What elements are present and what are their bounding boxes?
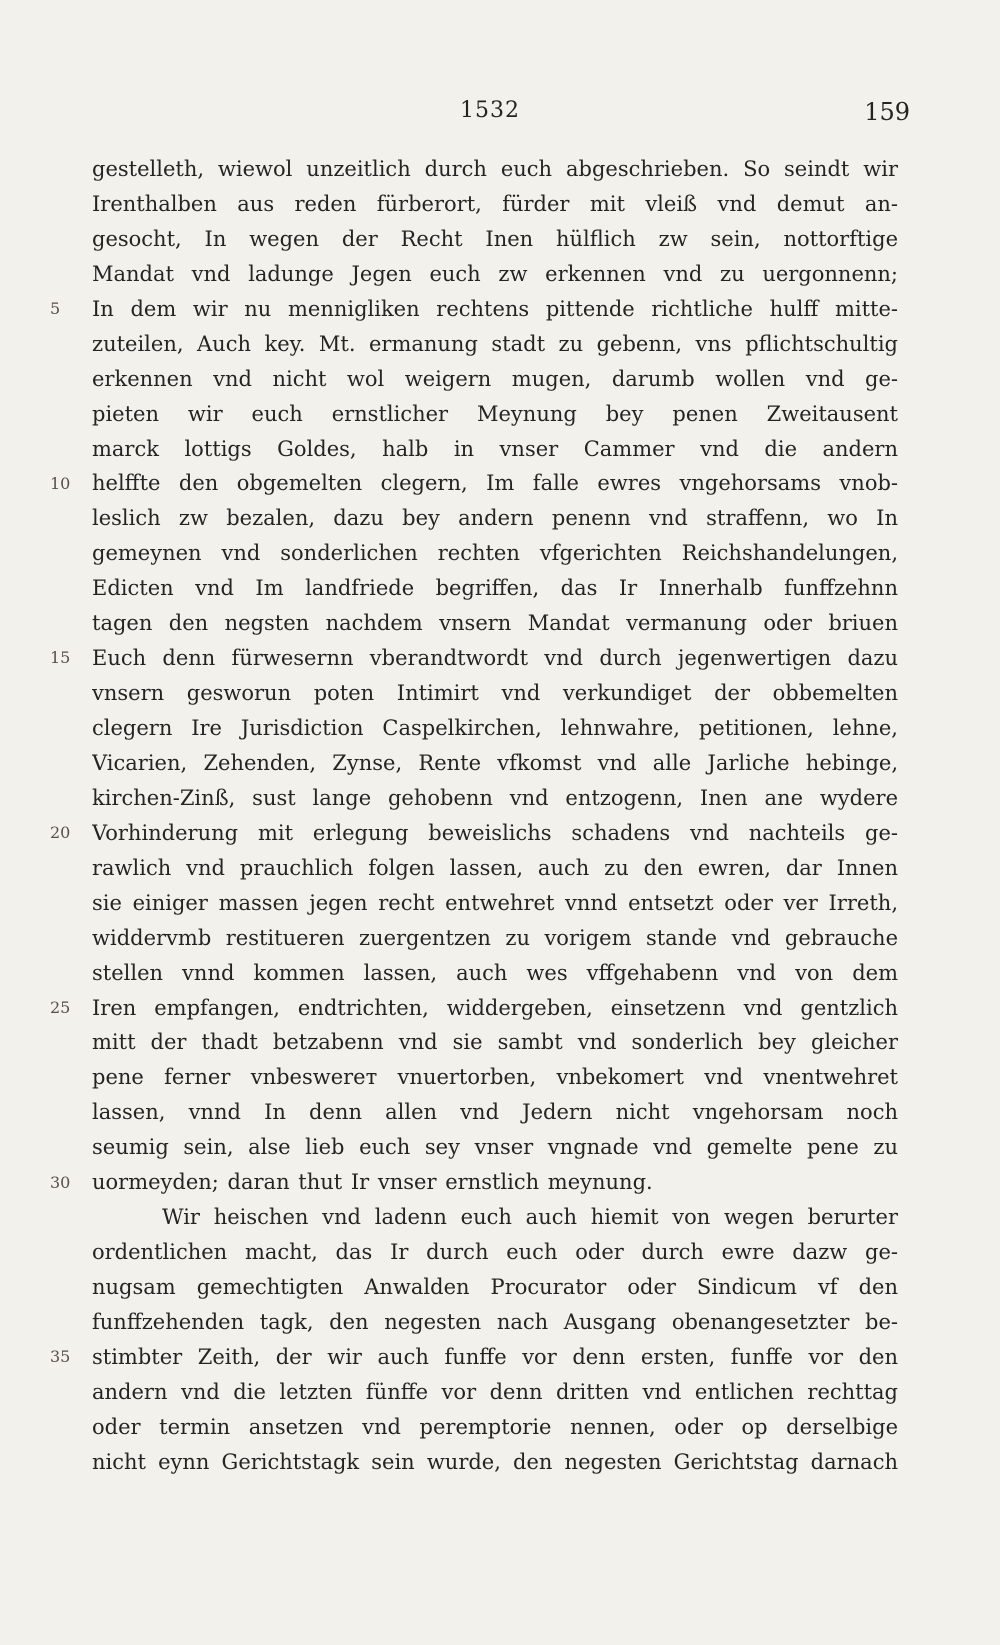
text-line: Mandat vnd ladunge Jegen euch zw erkennen vnd zu uergonnenn; bbox=[92, 261, 898, 286]
text-line: nugsam gemechtigten Anwalden Procurator oder Sindicum vf den bbox=[92, 1275, 898, 1299]
text-line: pene ferner vnbeswerет vnuertorben, vnbekomert vnd vnentwehret bbox=[92, 1065, 898, 1090]
text-line: ordentlichen macht, das Ir durch euch oder durch ewre dazw ge- bbox=[92, 1240, 898, 1265]
text-line: stimbter Zeith, der wir auch funffe vor denn ersten, funffe vor den bbox=[92, 1344, 898, 1369]
body-text bbox=[92, 152, 898, 1480]
text-line: gemeynen vnd sonderlichen rechten vfgerichten Reichshandelungen, bbox=[92, 541, 898, 566]
line-number: 5 bbox=[50, 298, 61, 318]
text-line: Iren empfangen, endtrichten, widdergeben, einsetzenn vnd gentzlich bbox=[92, 995, 898, 1020]
text-line: vnsern gesworun poten Intimirt vnd verkundiget der obbemelten bbox=[92, 681, 898, 706]
text-line: stellen vnnd kommen lassen, auch wes vffgehabenn vnd von dem bbox=[92, 960, 898, 985]
text-line: helffte den obgemelten clegern, Im falle ewres vngehorsams vnob- bbox=[92, 471, 898, 496]
page-number: 159 bbox=[864, 98, 910, 126]
text-line: In dem wir nu mennigliken rechtens pittende richtliche hulff mitte- bbox=[92, 296, 898, 321]
text-line: kirchen-Zinß, sust lange gehobenn vnd entzogenn, Inen ane wydere bbox=[92, 785, 898, 810]
text-line: sie einiger massen jegen recht entwehret vnnd entsetzt oder ver Irreth, bbox=[92, 890, 898, 915]
text-line: oder termin ansetzen vnd peremptorie nennen, oder op derselbige bbox=[92, 1414, 898, 1439]
text-line: pieten wir euch ernstlicher Meynung bey penen Zweitausent bbox=[92, 401, 898, 426]
text-line: erkennen vnd nicht wol weigern mugen, darumb wollen vnd ge- bbox=[92, 366, 898, 391]
text-line: Vorhinderung mit erlegung beweislichs schadens vnd nachteils ge- bbox=[92, 820, 898, 845]
text-line: zuteilen, Auch key. Mt. ermanung stadt zu gebenn, vns pflichtschultig bbox=[92, 331, 898, 356]
line-number: 30 bbox=[50, 1172, 71, 1192]
text-line: marck lottigs Goldes, halb in vnser Cammer vnd die andern bbox=[92, 436, 898, 461]
text-line: Wir heischen vnd ladenn euch auch hiemit von wegen berurter bbox=[162, 1205, 898, 1230]
text-line: leslich zw bezalen, dazu bey andern penenn vnd straffenn, wo In bbox=[92, 506, 898, 531]
text-line: gesocht, In wegen der Recht Inen hülflich zw sein, nottorftige bbox=[92, 226, 898, 251]
text-line: mitt der thadt betzabenn vnd sie sambt vnd sonderlich bey gleicher bbox=[92, 1030, 898, 1055]
text-line: lassen, vnnd In denn allen vnd Jedern nicht vngehorsam noch bbox=[92, 1100, 898, 1125]
text-line: uormeyden; daran thut Ir vnser ernstlich meynung. bbox=[92, 1170, 653, 1195]
text-line: funffzehenden tagk, den negesten nach Ausgang obenangesetzter be- bbox=[92, 1309, 898, 1334]
text-line: rawlich vnd prauchlich folgen lassen, auch zu den ewren, dar Innen bbox=[92, 855, 898, 880]
line-number: 10 bbox=[50, 473, 71, 493]
line-number: 35 bbox=[50, 1347, 71, 1367]
text-line: clegern Ire Jurisdiction Caspelkirchen, lehnwahre, petitionen, lehne, bbox=[92, 716, 898, 740]
text-line: gestelleth, wiewol unzeitlich durch euch abgeschrieben. So seindt wir bbox=[92, 157, 898, 181]
line-number: 15 bbox=[50, 648, 71, 668]
line-number: 20 bbox=[50, 823, 71, 843]
text-line: andern vnd die letzten fünffe vor denn dritten vnd entlichen rechttag bbox=[92, 1379, 898, 1404]
text-line: widdervmb restitueren zuergentzen zu vorigem stande vnd gebrauche bbox=[92, 925, 898, 950]
text-line: seumig sein, alse lieb euch sey vnser vngnade vnd gemelte pene zu bbox=[92, 1135, 898, 1160]
text-line: Euch denn fürwesernn vberandtwordt vnd durch jegenwertigen dazu bbox=[92, 646, 898, 671]
line-number: 25 bbox=[50, 997, 71, 1017]
text-line: tagen den negsten nachdem vnsern Mandat vermanung oder briuen bbox=[92, 611, 898, 636]
text-line: Irenthalben aus reden fürberort, fürder mit vleiß vnd demut an- bbox=[92, 191, 898, 216]
text-line: Edicten vnd Im landfriede begriffen, das Ir Innerhalb funffzehnn bbox=[92, 576, 898, 601]
running-header-year: 1532 bbox=[460, 98, 520, 123]
text-line: nicht eynn Gerichtstagk sein wurde, den negesten Gerichtstag darnach bbox=[92, 1449, 898, 1474]
text-line: Vicarien, Zehenden, Zynse, Rente vfkomst vnd alle Jarliche hebinge, bbox=[92, 750, 898, 775]
